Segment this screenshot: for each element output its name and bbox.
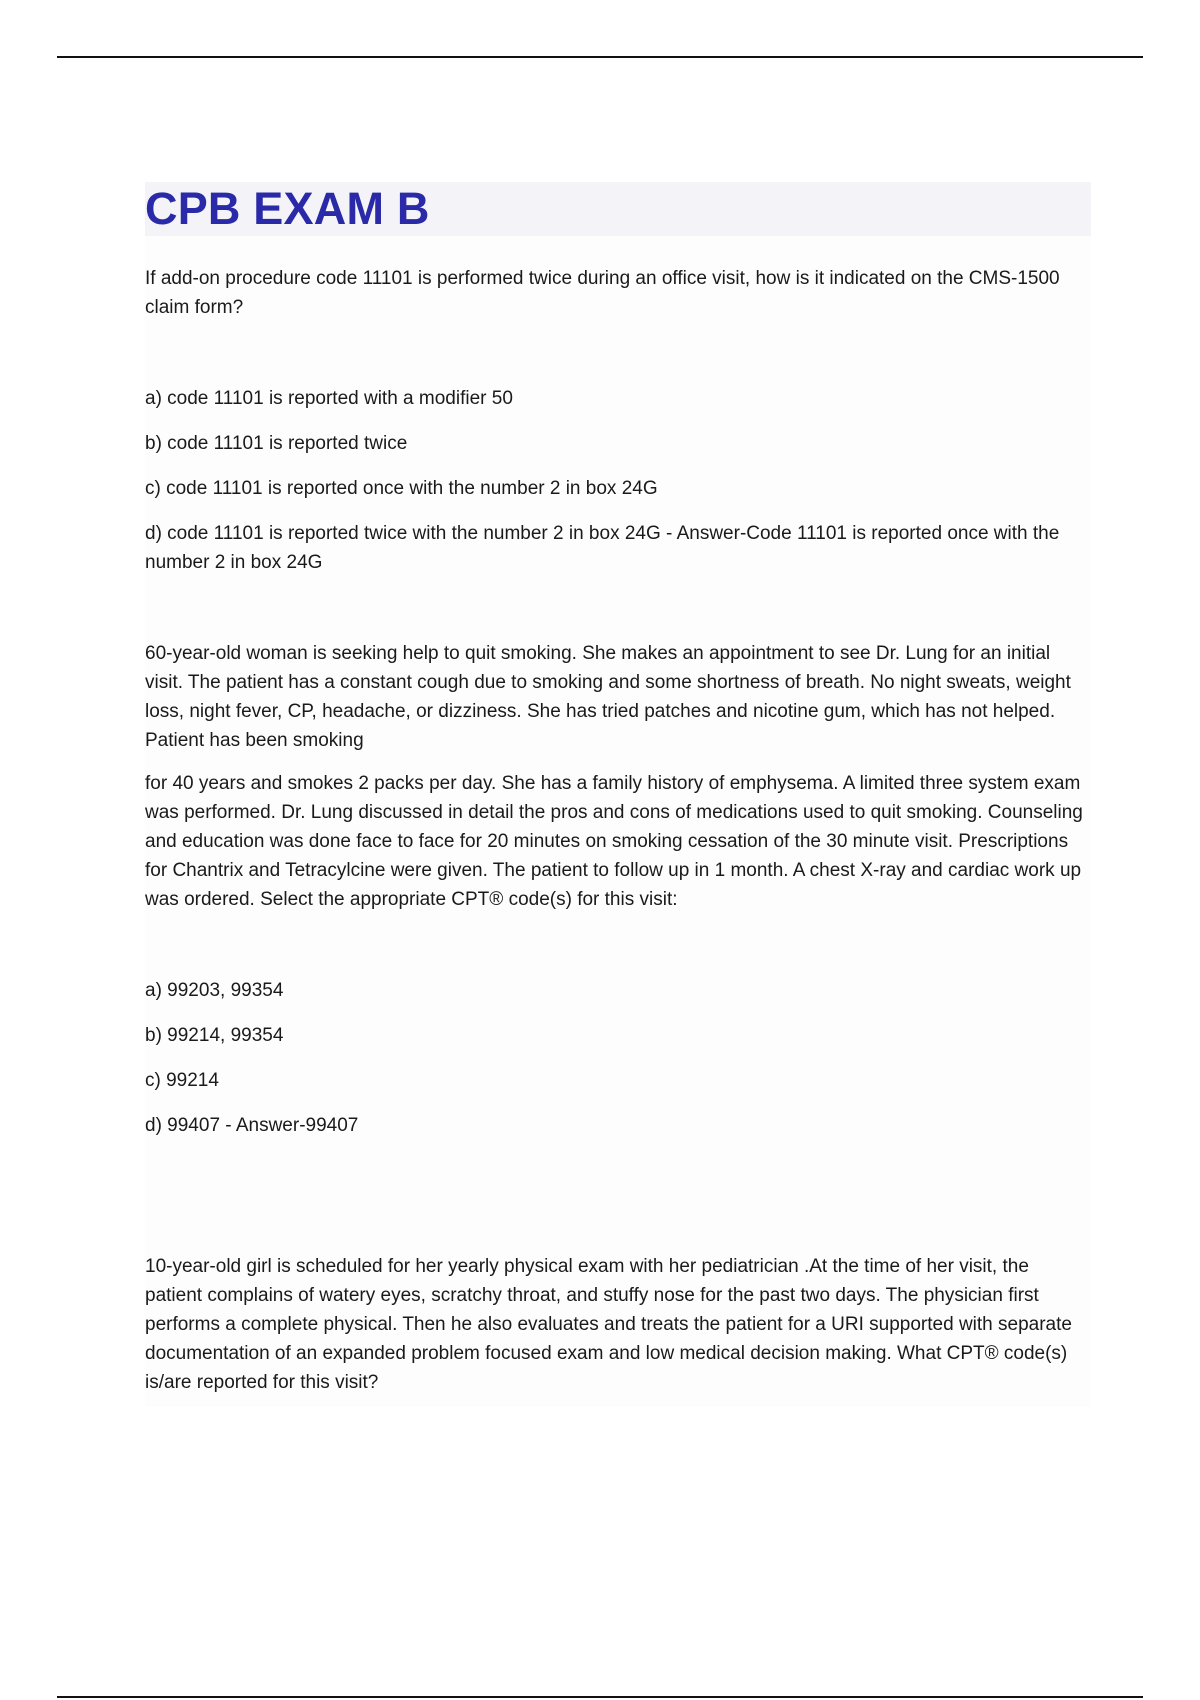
question-1-option-d-answer: d) code 11101 is reported twice with the number 2 in box 24G - Answer-Code 11101 is reported once with the number 2 in box 24G: [145, 523, 1060, 573]
question-2-option-a: a) 99203, 99354: [145, 980, 284, 1001]
question-1-option-c: c) code 11101 is reported once with the number 2 in box 24G: [145, 478, 658, 499]
document-body: [145, 236, 1091, 1407]
document-title: CPB EXAM B: [145, 183, 430, 234]
question-1-text: If add-on procedure code 11101 is performed twice during an office visit, how is it indicated on the CMS-1500 claim form?: [145, 268, 1060, 318]
question-2-paragraph-1: 60-year-old woman is seeking help to quit smoking. She makes an appointment to see Dr. Lung for an initial visit. The patient has a constant cough due to smoking and some shortness of breath. No night sweats, weight loss, night fever, CP, headache, or dizziness. She has tried patches and nicotine gum, which has not helped. Patient has been smoking: [145, 643, 1071, 751]
footer-rule: [57, 1696, 1143, 1698]
document-page: [145, 182, 1091, 1407]
title-band: [145, 182, 1091, 236]
header-rule: [57, 56, 1143, 58]
question-3-text: 10-year-old girl is scheduled for her yearly physical exam with her pediatrician .At the time of her visit, the patient complains of watery eyes, scratchy throat, and stuffy nose for the past two days. The physician first performs a complete physical. Then he also evaluates and treats the patient for a URI supported with separate documentation of an expanded problem focused exam and low medical decision making. What CPT® code(s) is/are reported for this visit?: [145, 1256, 1072, 1393]
question-2-paragraph-2: for 40 years and smokes 2 packs per day. She has a family history of emphysema. A limited three system exam was performed. Dr. Lung discussed in detail the pros and cons of medications used to quit smoking. Counseling and education was done face to face for 20 minutes on smoking cessation of the 30 minute visit. Prescriptions for Chantrix and Tetracylcine were given. The patient to follow up in 1 month. A chest X-ray and cardiac work up was ordered. Select the appropriate CPT® code(s) for this visit:: [145, 773, 1083, 910]
question-1-option-a: a) code 11101 is reported with a modifier 50: [145, 388, 513, 409]
question-2-option-c: c) 99214: [145, 1070, 219, 1091]
question-2-option-b: b) 99214, 99354: [145, 1025, 284, 1046]
question-1-option-b: b) code 11101 is reported twice: [145, 433, 408, 454]
question-2-option-d-answer: d) 99407 - Answer-99407: [145, 1115, 359, 1136]
